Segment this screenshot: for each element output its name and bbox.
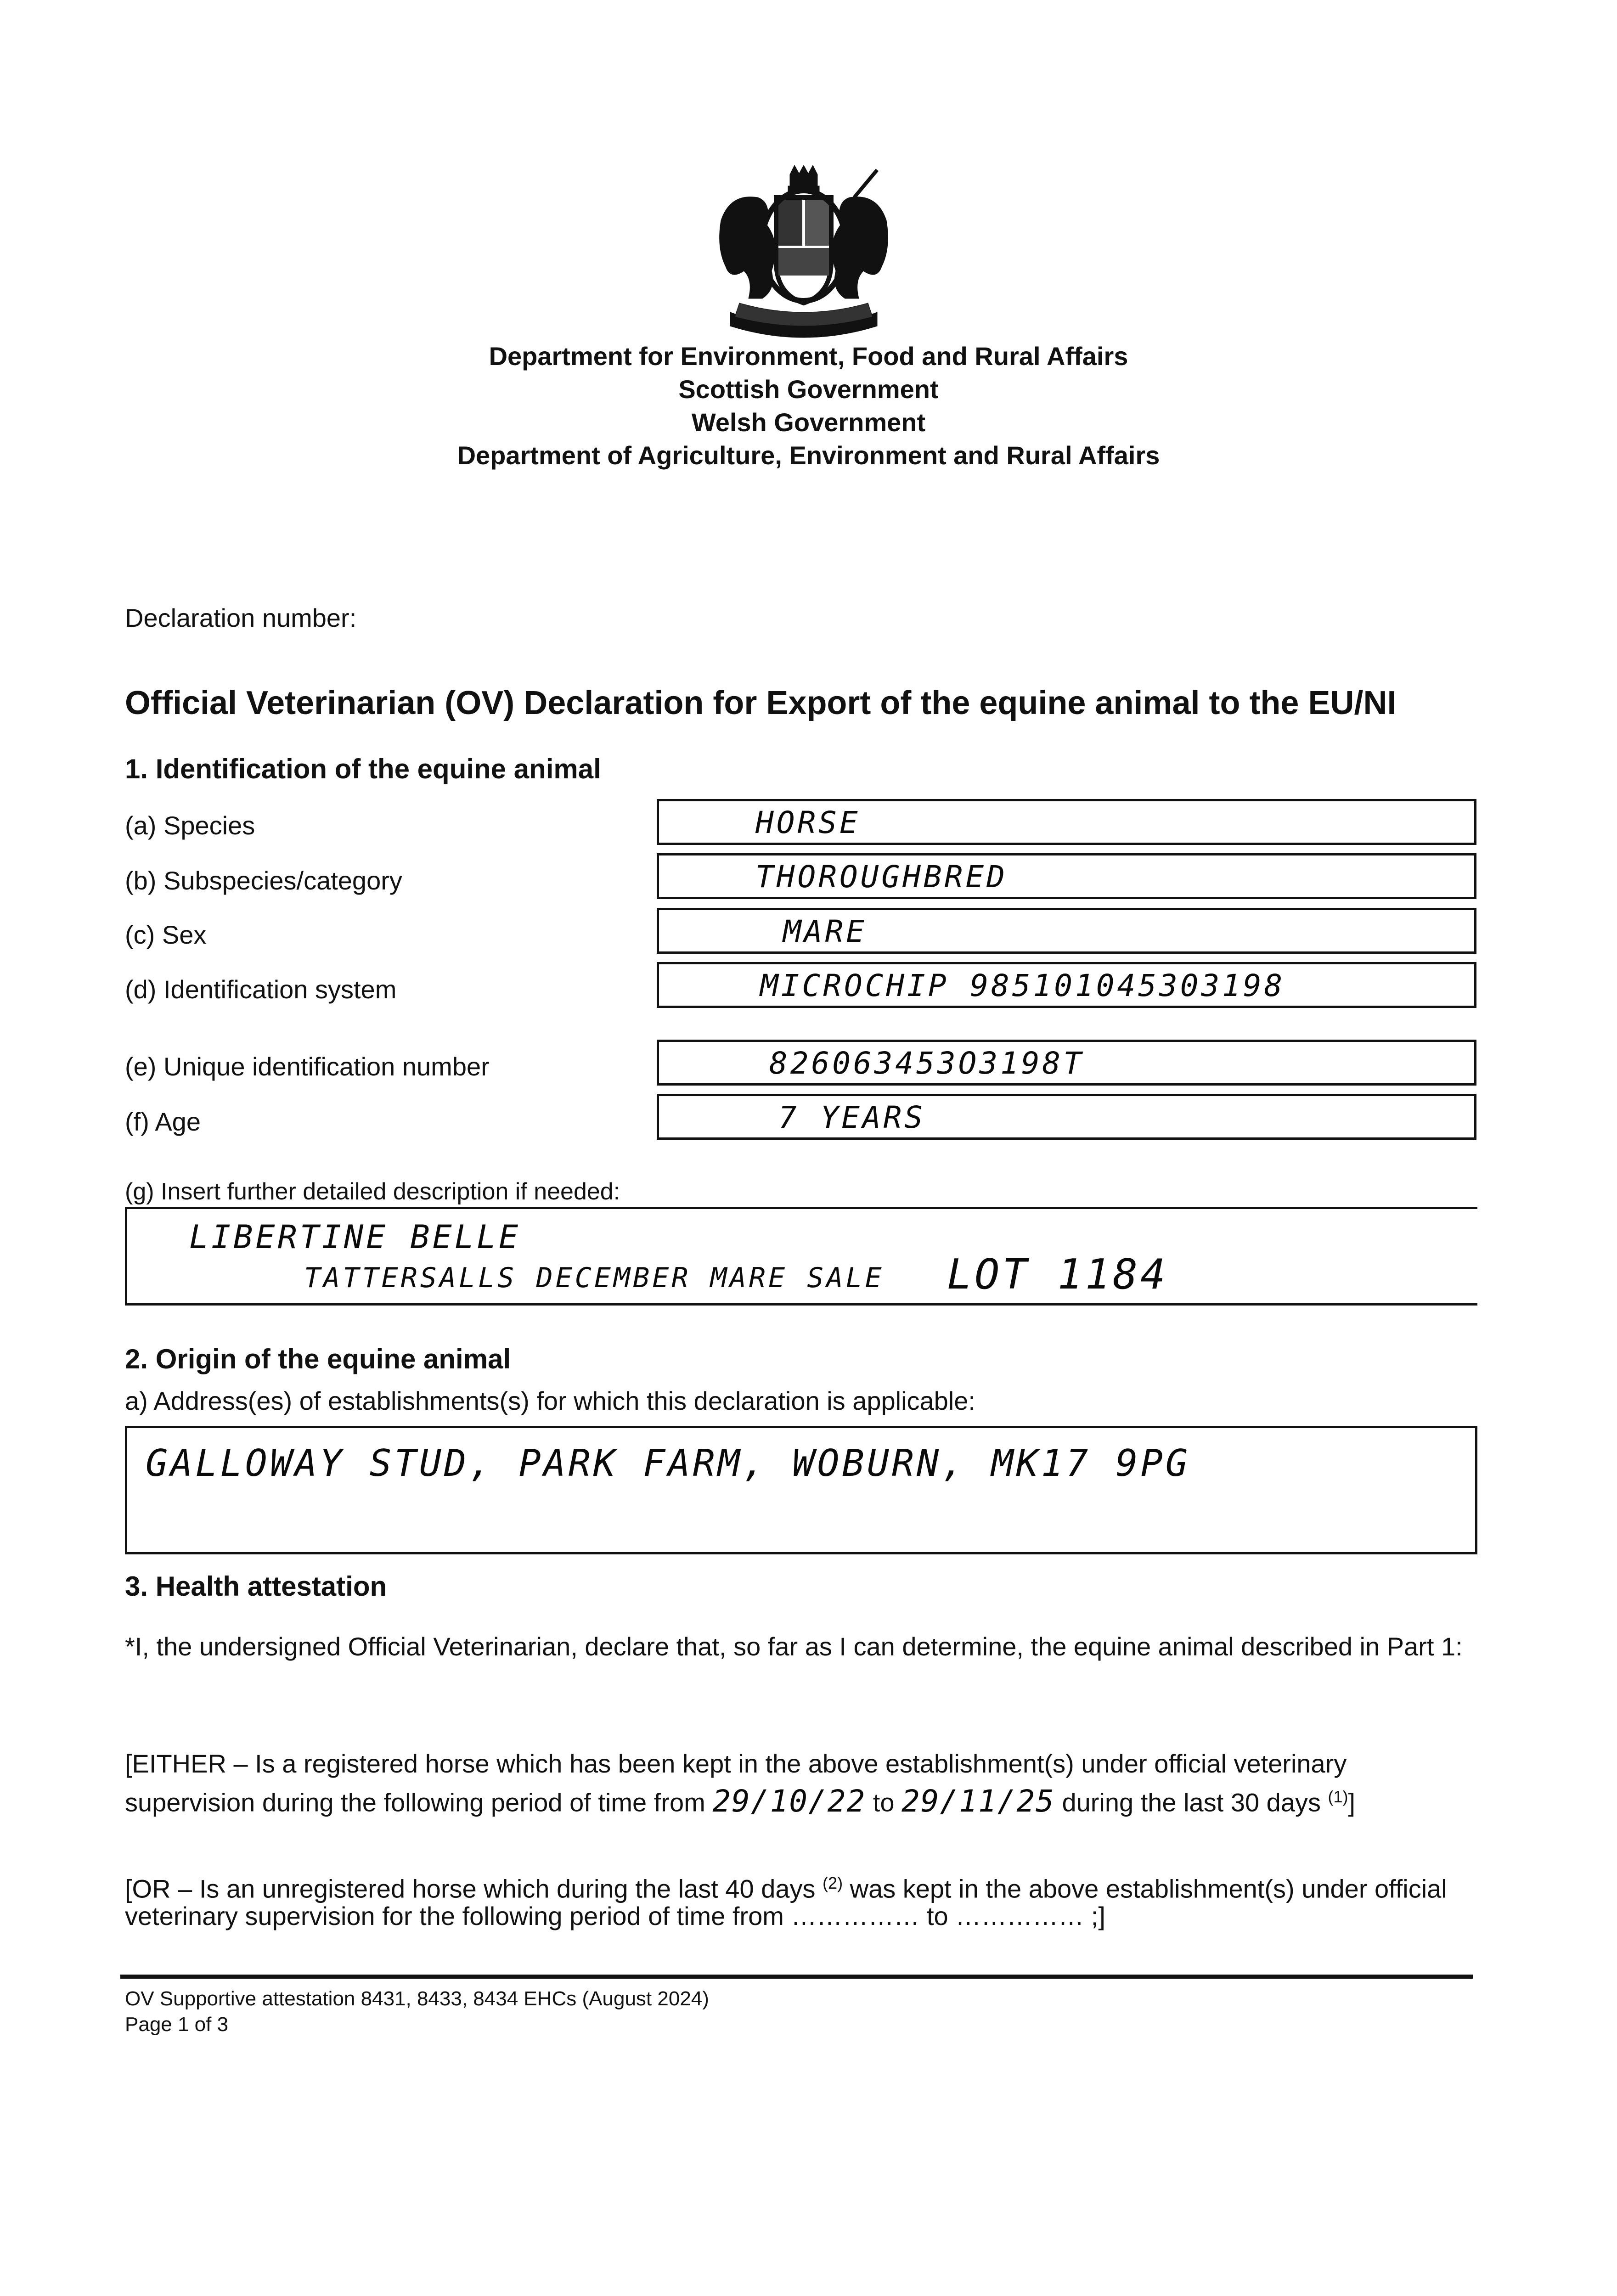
sex-field[interactable] [657, 908, 1476, 954]
unique-id-value: 826063453O3198T [769, 1046, 1085, 1081]
page-title: Official Veterinarian (OV) Declaration for Export of the equine animal to the EU/NI [125, 685, 1397, 721]
sex-label: (c) Sex [125, 920, 207, 949]
either-date-from: 29/10/22 [712, 1783, 866, 1819]
footnote-ref-1: (1) [1328, 1787, 1348, 1806]
either-to: to [873, 1788, 895, 1817]
or-text-a: [OR – Is an unregistered horse which during the last 40 days [125, 1874, 816, 1903]
department-name: Department for Environment, Food and Rural Affairs [489, 342, 1128, 371]
age-field[interactable] [657, 1094, 1476, 1140]
footnote-ref-2: (2) [823, 1874, 843, 1892]
either-text-a: supervision during the following period of time from [125, 1788, 705, 1817]
footer-divider [120, 1975, 1473, 1979]
page-number: Page 1 of 3 [125, 2013, 229, 2036]
health-intro: *I, the undersigned Official Veterinarian, declare that, so far as I can determine, the equine animal described in Part 1: [125, 1632, 1463, 1661]
unique-id-field[interactable] [657, 1040, 1476, 1086]
sex-value: MARE [783, 914, 867, 949]
department-name: Scottish Government [678, 375, 939, 404]
further-description-lot: LOT 1184 [947, 1250, 1168, 1299]
species-field[interactable] [657, 799, 1476, 845]
subspecies-label: (b) Subspecies/category [125, 866, 402, 895]
section-1-heading: 1. Identification of the equine animal [125, 754, 601, 784]
either-line-2 [125, 1780, 1355, 1819]
section-3-heading: 3. Health attestation [125, 1571, 387, 1602]
section-2-heading: 2. Origin of the equine animal [125, 1344, 511, 1374]
or-text-b: was kept in the above establishment(s) under official [850, 1874, 1447, 1903]
further-description-line-2: TATTERSALLS DECEMBER MARE SALE [304, 1262, 885, 1294]
either-close: ] [1348, 1788, 1356, 1817]
identification-system-value: MICROCHIP 985101045303198 [760, 968, 1285, 1003]
identification-system-field[interactable] [657, 962, 1476, 1008]
age-label: (f) Age [125, 1107, 201, 1136]
further-description-line-1: LIBERTINE BELLE [189, 1218, 521, 1256]
species-value: HORSE [755, 805, 861, 840]
address-value: GALLOWAY STUD, PARK FARM, WOBURN, MK17 9PG [146, 1442, 1190, 1485]
species-label: (a) Species [125, 811, 255, 840]
or-line-2: veterinary supervision for the following period of time from …………… to …………… ;] [125, 1902, 1105, 1930]
further-description-field[interactable] [125, 1207, 1477, 1306]
identification-system-label: (d) Identification system [125, 975, 397, 1004]
either-text-b: during the last 30 days [1062, 1788, 1321, 1817]
subspecies-value: THOROUGHBRED [755, 859, 1008, 895]
age-value: 7 YEARS [778, 1100, 926, 1135]
address-label: a) Address(es) of establishments(s) for which this declaration is applicable: [125, 1386, 975, 1415]
declaration-number-label: Declaration number: [125, 603, 357, 632]
address-field[interactable] [125, 1426, 1477, 1554]
department-name: Welsh Government [691, 408, 926, 437]
further-description-label: (g) Insert further detailed description if needed: [125, 1178, 620, 1205]
either-line-1: [EITHER – Is a registered horse which has been kept in the above establishment(s) under official veterinary [125, 1749, 1347, 1778]
royal-coat-of-arms-icon [703, 165, 905, 340]
footer-attestation: OV Supportive attestation 8431, 8433, 8434 EHCs (August 2024) [125, 1987, 709, 2010]
unique-id-label: (e) Unique identification number [125, 1052, 490, 1081]
either-date-to: 29/11/25 [901, 1783, 1055, 1819]
department-name: Department of Agriculture, Environment and Rural Affairs [457, 441, 1160, 470]
subspecies-field[interactable] [657, 853, 1476, 899]
